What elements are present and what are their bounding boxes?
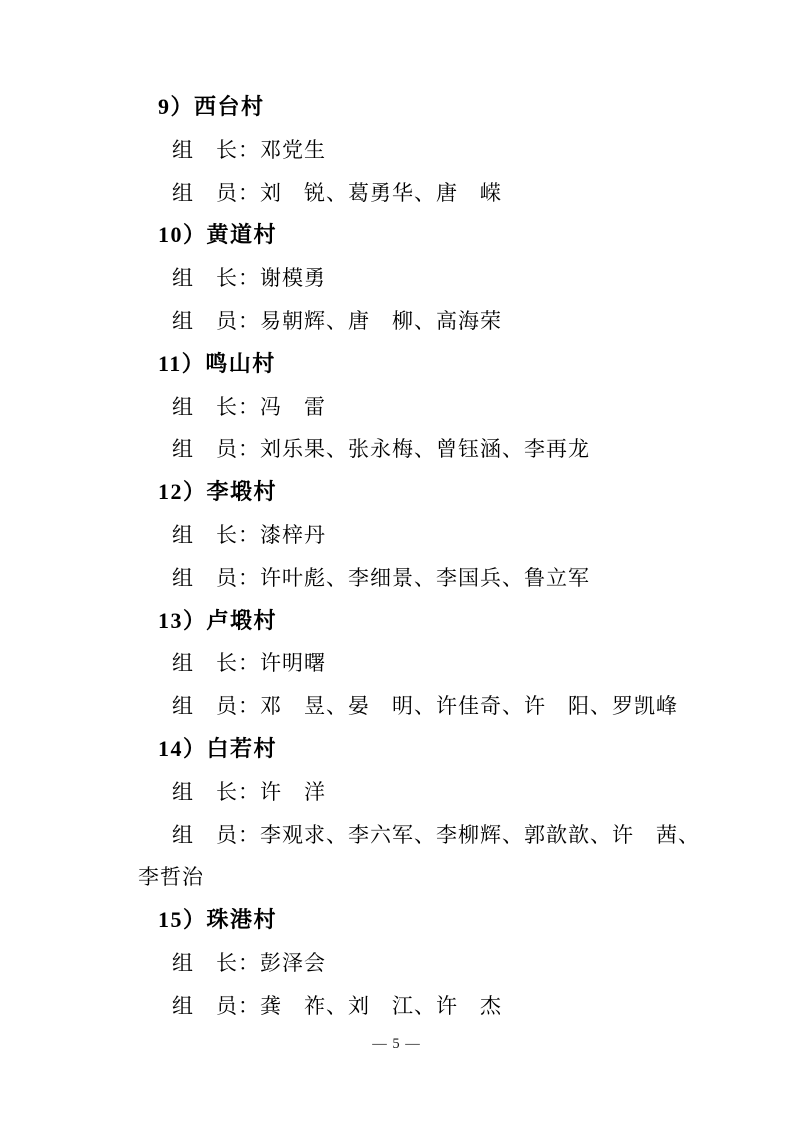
leader-name: 彭泽会	[260, 950, 326, 975]
leader-line	[138, 771, 700, 814]
leader-line	[138, 942, 700, 985]
members-label: 组 员：	[172, 993, 260, 1018]
village-heading: 10）黄道村	[158, 222, 278, 248]
members-line	[138, 985, 700, 1028]
members-label: 组 员：	[172, 308, 260, 333]
members-names: 李观求、李六军、李柳辉、郭歆歆、许 茜、李哲治	[138, 822, 700, 890]
members-names: 刘 锐、葛勇华、唐 嵘	[260, 180, 502, 205]
members-names: 龚 祚、刘 江、许 杰	[260, 993, 502, 1018]
members-label: 组 员：	[172, 180, 260, 205]
leader-name: 谢模勇	[260, 266, 326, 291]
page-number: — 5 —	[372, 1036, 421, 1052]
leader-label: 组 长：	[172, 137, 260, 162]
members-names: 许叶彪、李细景、李国兵、鲁立军	[260, 565, 590, 590]
leader-line	[138, 514, 700, 557]
members-names: 刘乐果、张永梅、曾钰涵、李再龙	[260, 437, 590, 462]
village-section-13	[138, 600, 700, 728]
village-section-11	[138, 343, 700, 471]
leader-line	[138, 386, 700, 429]
village-heading: 11）鸣山村	[158, 350, 276, 376]
village-heading: 12）李塅村	[158, 479, 278, 505]
leader-label: 组 长：	[172, 522, 260, 547]
village-heading: 13）卢塅村	[158, 607, 278, 633]
village-section-10	[138, 214, 700, 342]
members-line	[138, 300, 700, 343]
village-heading: 15）珠港村	[158, 907, 278, 933]
members-line	[138, 814, 700, 900]
village-section-9	[138, 86, 700, 214]
leader-label: 组 长：	[172, 266, 260, 291]
leader-name: 许明曙	[260, 651, 326, 676]
members-line	[138, 685, 700, 728]
village-section-14	[138, 728, 700, 899]
members-line	[138, 172, 700, 215]
leader-name: 冯 雷	[260, 394, 326, 419]
leader-line	[138, 642, 700, 685]
members-line	[138, 428, 700, 471]
leader-line	[138, 129, 700, 172]
village-heading: 14）白若村	[158, 735, 278, 761]
members-names: 邓 昱、晏 明、许佳奇、许 阳、罗凯峰	[260, 694, 678, 719]
leader-label: 组 长：	[172, 651, 260, 676]
leader-name: 许 洋	[260, 779, 326, 804]
leader-label: 组 长：	[172, 950, 260, 975]
leader-line	[138, 257, 700, 300]
members-line	[138, 557, 700, 600]
leader-label: 组 长：	[172, 779, 260, 804]
village-heading: 9）西台村	[158, 94, 265, 119]
leader-name: 邓党生	[260, 137, 326, 162]
members-label: 组 员：	[172, 437, 260, 462]
village-section-12	[138, 471, 700, 599]
leader-label: 组 长：	[172, 394, 260, 419]
members-label: 组 员：	[172, 822, 260, 847]
leader-name: 漆梓丹	[260, 522, 326, 547]
members-label: 组 员：	[172, 565, 260, 590]
members-label: 组 员：	[172, 694, 260, 719]
members-names: 易朝辉、唐 柳、高海荣	[260, 308, 502, 333]
village-section-15	[138, 899, 700, 1027]
